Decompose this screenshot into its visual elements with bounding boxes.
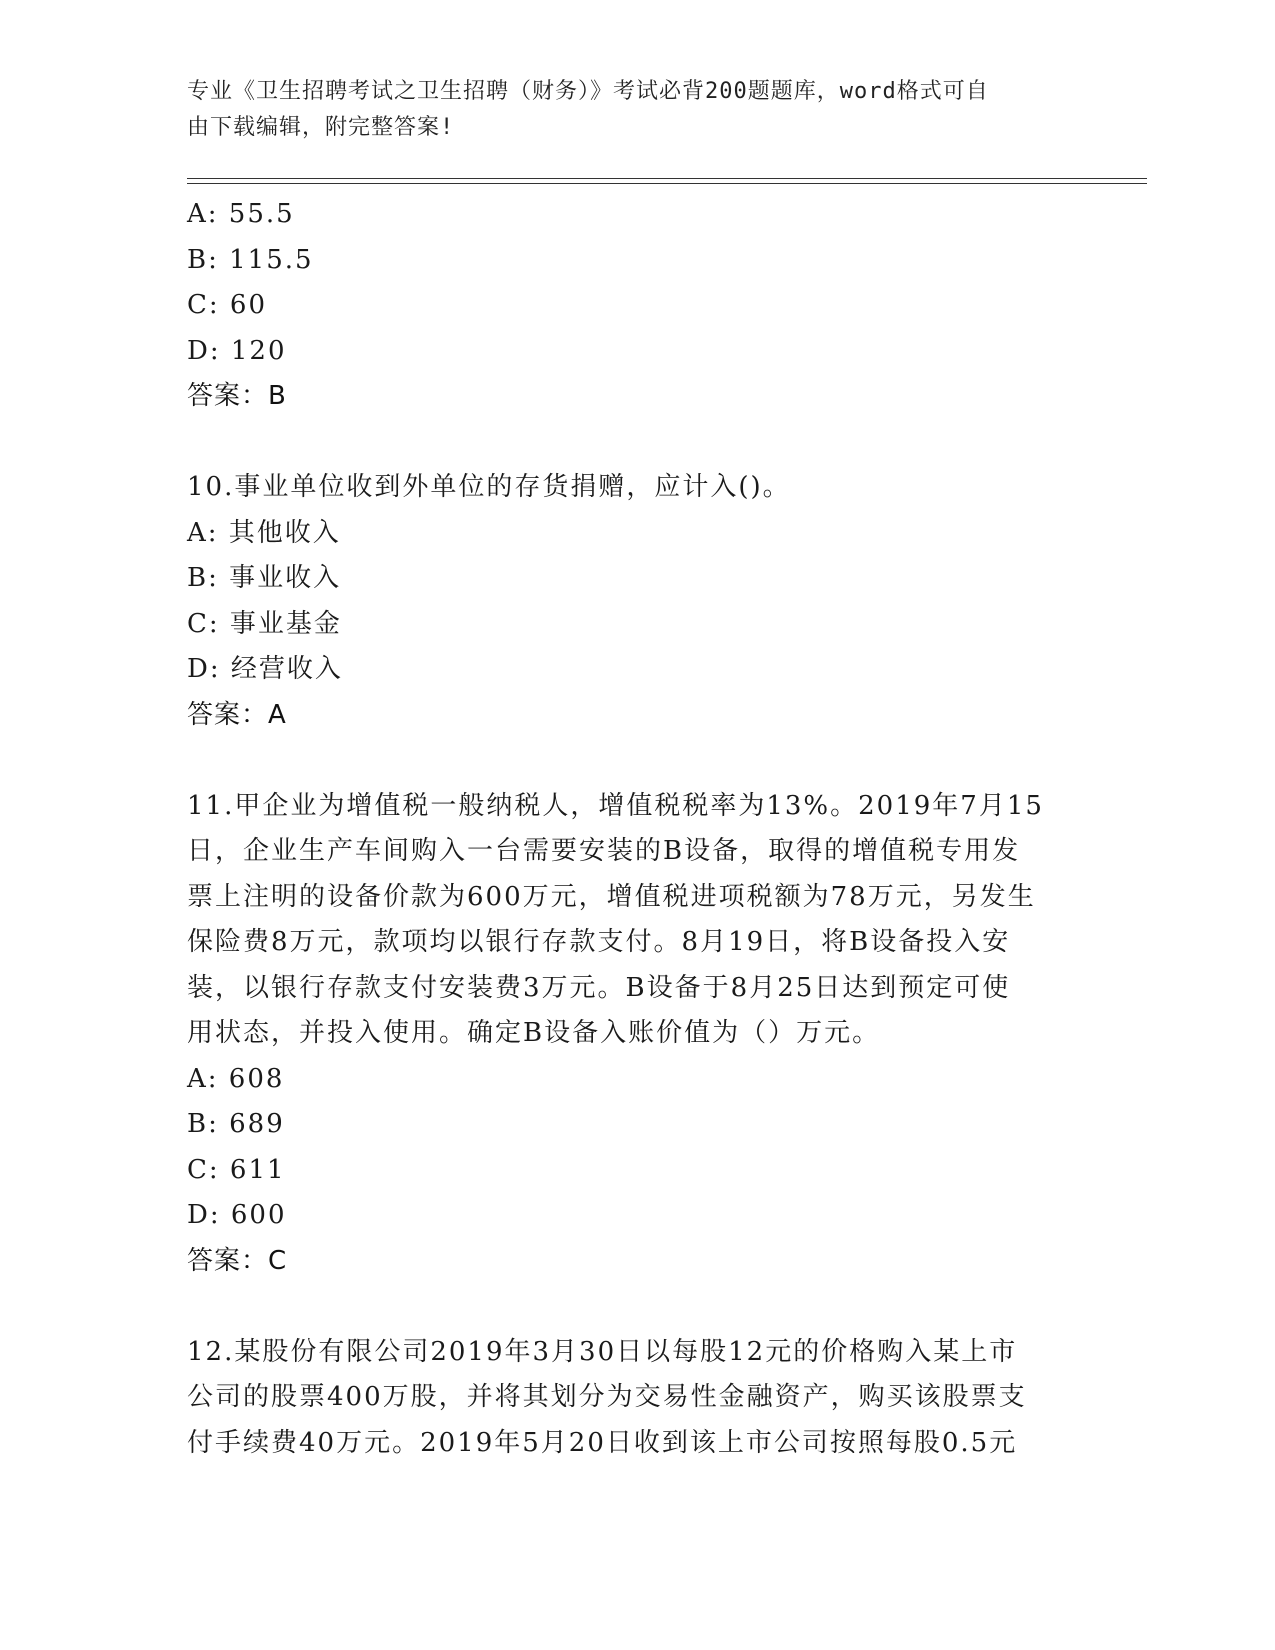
answer: 答案：C xyxy=(187,1245,288,1276)
question-10 xyxy=(187,465,1067,738)
header-line-1: 专业《卫生招聘考试之卫生招聘（财务）》考试必背200题题库，word格式可自 xyxy=(187,79,989,104)
question-stem-line: 日，企业生产车间购入一台需要安装的B设备，取得的增值税专用发 xyxy=(187,836,1021,866)
question-stem: 10.事业单位收到外单位的存货捐赠，应计入()。 xyxy=(187,472,791,502)
question-9 xyxy=(187,192,1067,420)
question-11 xyxy=(187,784,1067,1285)
option-c: C: 事业基金 xyxy=(187,608,342,639)
option-a: A: 其他收入 xyxy=(187,517,341,548)
spacer xyxy=(187,738,1067,784)
question-stem-line: 用状态，并投入使用。确定B设备入账价值为（）万元。 xyxy=(187,1018,881,1048)
question-stem-line: 12.某股份有限公司2019年3月30日以每股12元的价格购入某上市 xyxy=(187,1336,1018,1367)
answer: 答案：B xyxy=(187,381,287,411)
spacer xyxy=(187,1284,1067,1330)
option-b: B: 689 xyxy=(187,1109,285,1139)
question-stem-line: 11.甲企业为增值税一般纳税人，增值税税率为13%。2019年7月15 xyxy=(187,790,1044,821)
question-stem-line: 保险费8万元，款项均以银行存款支付。8月19日，将B设备投入安 xyxy=(187,927,1011,957)
question-list xyxy=(187,192,1067,1466)
header-divider-top xyxy=(187,178,1147,179)
option-d: D: 120 xyxy=(187,335,287,366)
option-d: D: 经营收入 xyxy=(187,654,343,684)
header-line-2: 由下载编辑，附完整答案! xyxy=(187,115,455,140)
question-stem-line: 票上注明的设备价款为600万元，增值税进项税额为78万元，另发生 xyxy=(187,881,1036,912)
header-divider-bottom xyxy=(187,183,1147,184)
question-12 xyxy=(187,1330,1067,1467)
option-a: A: 608 xyxy=(187,1063,285,1094)
option-b: B: 115.5 xyxy=(187,244,314,275)
option-a: A: 55.5 xyxy=(187,199,295,229)
spacer xyxy=(187,420,1067,466)
option-c: C: 611 xyxy=(187,1154,286,1185)
option-c: C: 60 xyxy=(187,290,268,320)
question-stem-line: 公司的股票400万股，并将其划分为交易性金融资产，购买该股票支 xyxy=(187,1382,1027,1412)
question-stem-line: 装，以银行存款支付安装费3万元。B设备于8月25日达到预定可使 xyxy=(187,972,1011,1003)
document-header xyxy=(187,74,1067,146)
answer: 答案：A xyxy=(187,699,287,730)
option-b: B: 事业收入 xyxy=(187,563,342,593)
question-stem-line: 付手续费40万元。2019年5月20日收到该上市公司按照每股0.5元 xyxy=(187,1427,1018,1458)
option-d: D: 600 xyxy=(187,1200,287,1230)
